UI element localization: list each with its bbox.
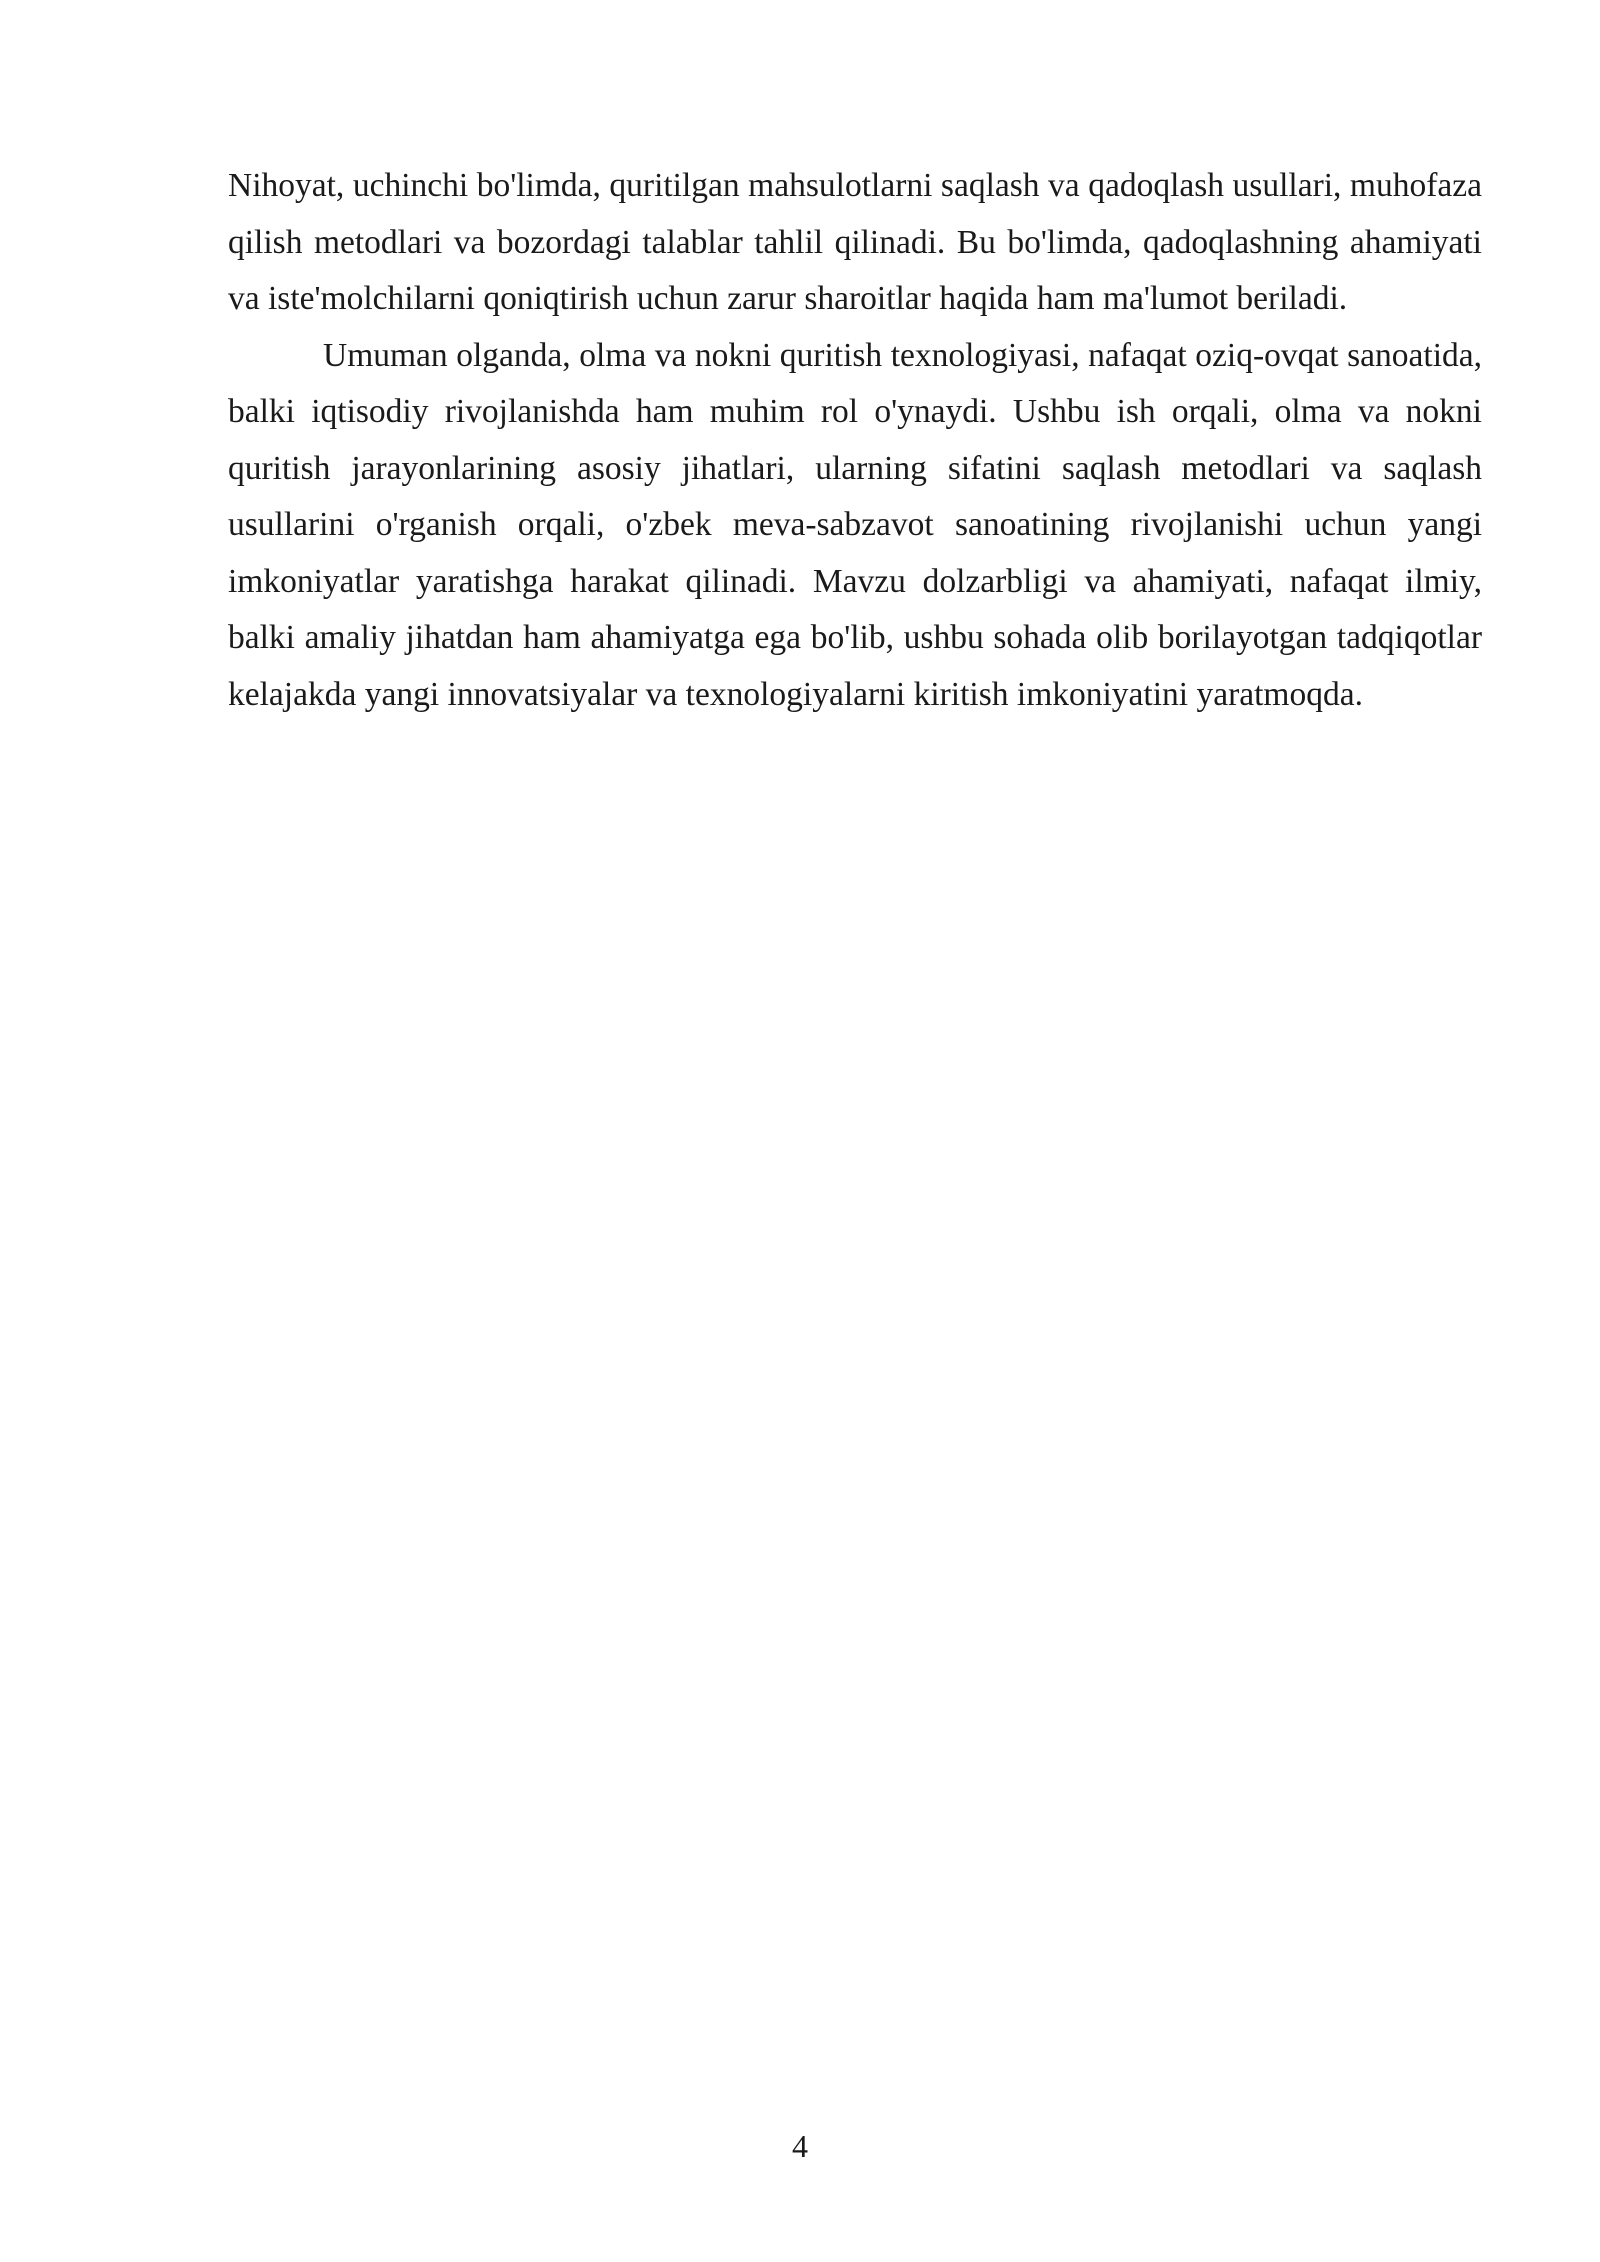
paragraph: Umuman olganda, olma va nokni quritish texnologiyasi, nafaqat oziq-ovqat sanoatida, balki iqtisodiy rivojlanishda ham muhim rol o'ynaydi. Ushbu ish orqali, olma va nokni quritish jarayonlarining asosiy jihatlari, ularning sifatini saqlash metodlari va saqlash usullarini o'rganish orqali, o'zbek meva-sabzavot sanoatining rivojlanishi uchun yangi imkoniyatlar yaratishga harakat qilinadi. Mavzu dolzarbligi va ahamiyati, nafaqat ilmiy, balki amaliy jihatdan ham ahamiyatga ega bo'lib, ushbu sohada olib borilayotgan tadqiqotlar kelajakda yangi innovatsiyalar va texnologiyalarni kiritish imkoniyatini yaratmoqda. [228, 336, 1482, 713]
paragraph: Nihoyat, uchinchi bo'limda, quritilgan mahsulotlarni saqlash va qadoqlash usullari, muhofaza qilish metodlari va bozordagi talablar tahlil qilinadi. Bu bo'limda, qadoqlashning ahamiyati va iste'molchilarni qoniqtirish uchun zarur sharoitlar haqida ham ma'lumot beriladi. [228, 167, 1482, 317]
page-number: 4 [792, 2128, 808, 2164]
body-text [228, 158, 1482, 723]
